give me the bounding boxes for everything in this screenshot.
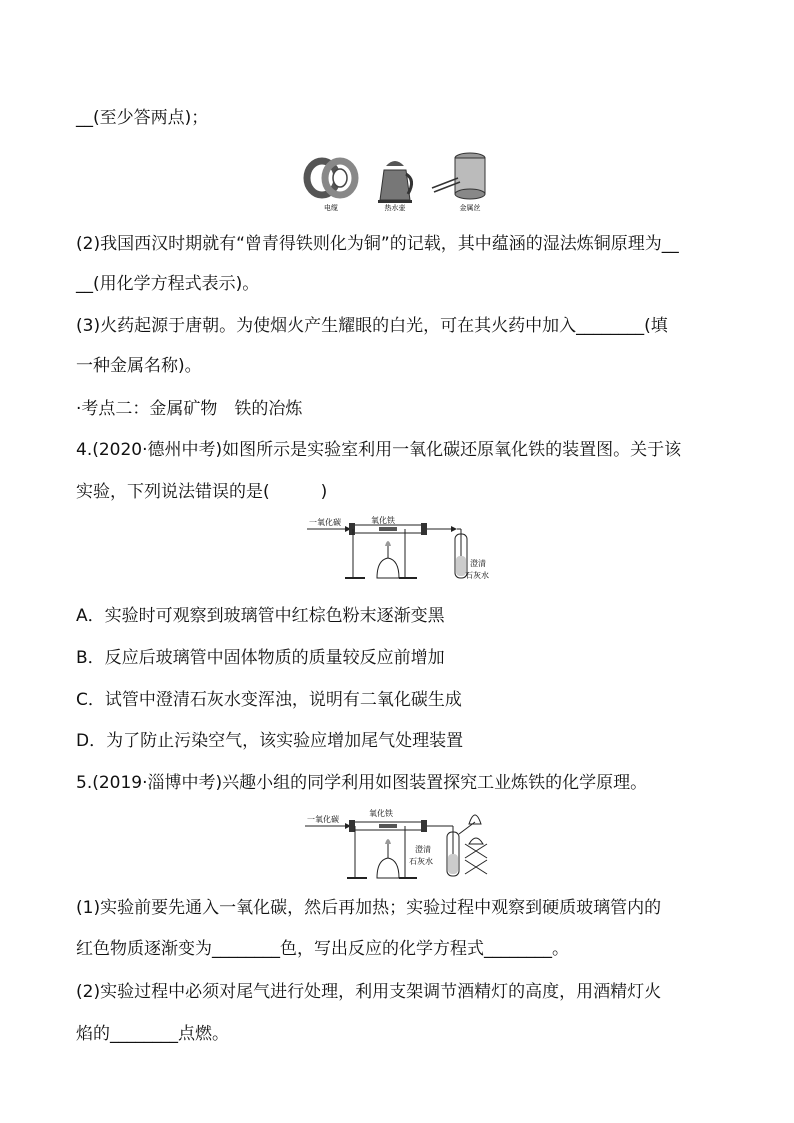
ironmaking-apparatus-figure [303,804,499,884]
fig2-label-limewater: 石灰水 [465,571,489,580]
question-5-part-1-cont: 红色物质逐渐变为________色，写出反应的化学方程式________。 [76,939,569,959]
question-5-stem: 5.(2019·淄博中考)兴趣小组的同学利用如图装置探究工业炼铁的化学原理。 [76,773,648,793]
text-line-3: __(用化学方程式表示)。 [76,274,260,294]
metal-products-figure [300,148,496,212]
fig3-label-fe2o3: 氧化铁 [369,809,393,818]
option-c: C．试管中澄清石灰水变浑浊，说明有二氧化碳生成 [76,690,462,710]
fig3-label-clear: 澄清 [415,845,431,854]
fig2-label-fe2o3: 氧化铁 [371,516,395,525]
option-d: D．为了防止污染空气，该实验应增加尾气处理装置 [76,731,464,751]
question-4-stem: 4.(2020·德州中考)如图所示是实验室利用一氧化碳还原氧化铁的装置图。关于该 [76,440,682,460]
kettle-image [378,161,412,203]
fig2-label-clear: 澄清 [470,559,486,568]
text-line-1: __(至少答两点)； [76,108,209,128]
section-heading: ·考点二：金属矿物 铁的冶炼 [76,399,303,419]
cable-coil-image [307,161,355,195]
question-5-part-2: (2)实验过程中必须对尾气进行处理，利用支架调节酒精灯的高度，用酒精灯火 [76,982,662,1002]
fig3-label-co: 一氧化碳 [307,815,339,824]
fig3-label-limewater: 石灰水 [409,857,433,866]
question-5-part-1: (1)实验前要先通入一氧化碳，然后再加热；实验过程中观察到硬质玻璃管内的 [76,898,662,918]
option-b: B．反应后玻璃管中固体物质的质量较反应前增加 [76,648,445,668]
question-5-part-2-cont: 焰的________点燃。 [76,1024,229,1044]
wire-spool-image [432,153,485,199]
fig2-label-co: 一氧化碳 [309,518,341,527]
question-4-stem-cont: 实验，下列说法错误的是( ) [76,482,328,502]
fig1-label-cable: 电缆 [324,204,338,212]
fig1-label-kettle: 热水壶 [384,204,406,212]
fig1-label-wire: 金属丝 [459,204,481,212]
text-line-2: (2)我国西汉时期就有“曾青得铁则化为铜”的记载，其中蕴涵的湿法炼铜原理为__ [76,234,679,254]
option-a: A．实验时可观察到玻璃管中红棕色粉末逐渐变黑 [76,606,445,626]
text-line-4: (3)火药起源于唐朝。为使烟火产生耀眼的白光，可在其火药中加入________(填 [76,316,668,336]
co-reduction-apparatus-figure [305,514,495,586]
text-line-5: 一种金属名称)。 [76,356,202,376]
